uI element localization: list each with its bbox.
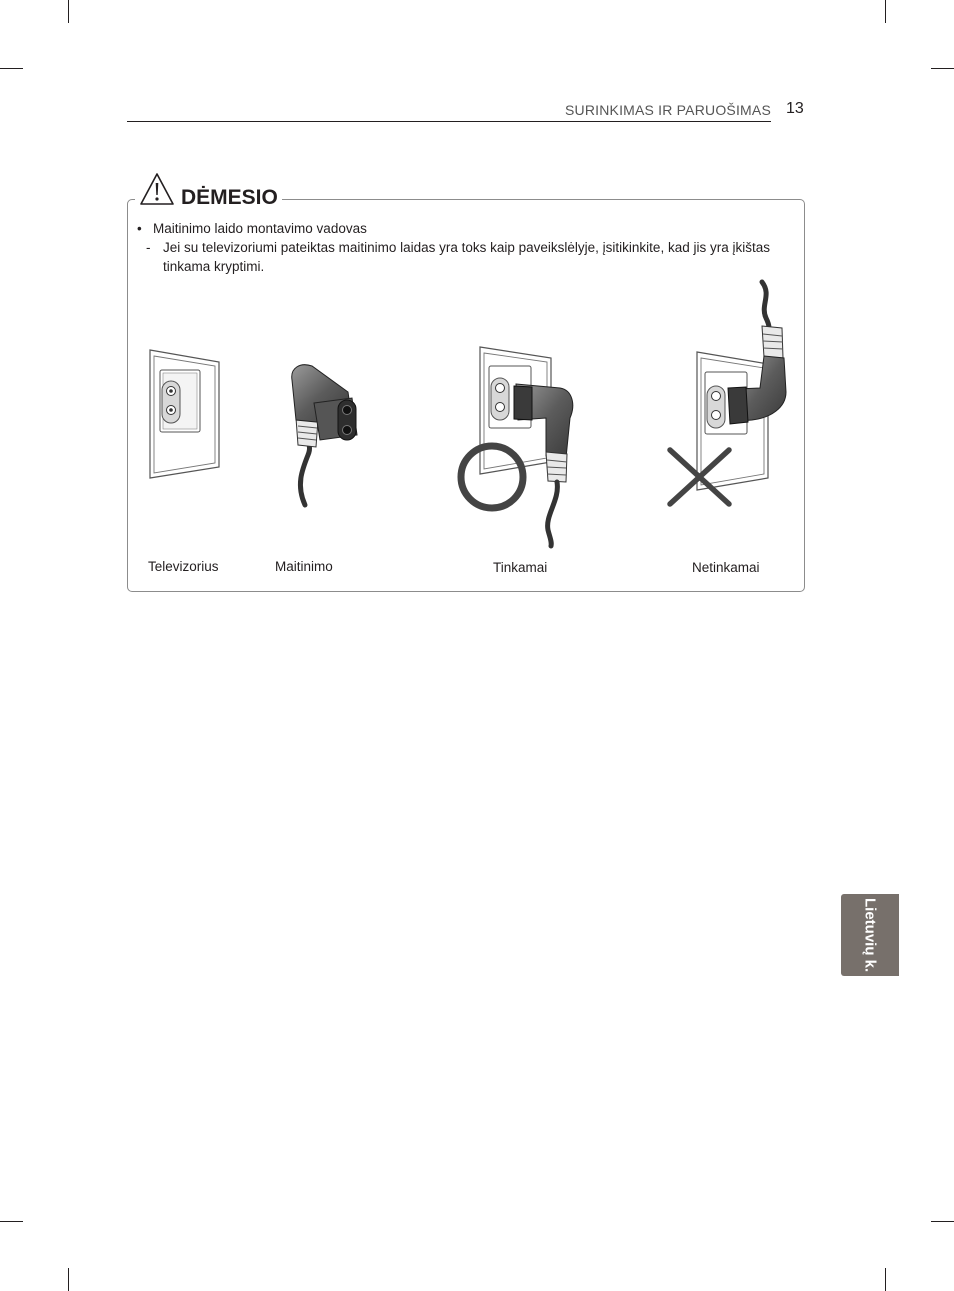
dash-marker: -	[146, 240, 151, 255]
language-tab	[841, 894, 899, 976]
crop-mark	[931, 1221, 954, 1222]
section-title: SURINKIMAS IR PARUOŠIMAS	[564, 102, 771, 118]
wrong-insertion-figure	[697, 282, 786, 490]
crop-mark	[68, 1268, 69, 1291]
caption-wrong: Netinkamai	[692, 560, 760, 575]
subitem-text: Jei su televizoriumi pateiktas maitinimo laidas yra toks kaip paveikslėlyje, įsitikinkite, kad jis yra įkištas tinkama kryptimi.	[163, 240, 770, 274]
caution-title: DĖMESIO	[181, 186, 278, 209]
page-number: 13	[786, 100, 804, 117]
caption-tv: Televizorius	[148, 559, 219, 574]
crop-mark	[0, 1221, 23, 1222]
power-cord-figure	[292, 365, 357, 505]
crop-mark	[885, 1268, 886, 1291]
caption-power-cord: Maitinimo	[275, 559, 333, 574]
tv-socket-figure	[150, 350, 219, 478]
bullet-text: Maitinimo laido montavimo vadovas	[153, 221, 367, 236]
language-tab-label: Lietuvių k.	[861, 898, 879, 973]
bullet-dot: •	[137, 221, 142, 236]
caption-correct: Tinkamai	[493, 560, 548, 575]
